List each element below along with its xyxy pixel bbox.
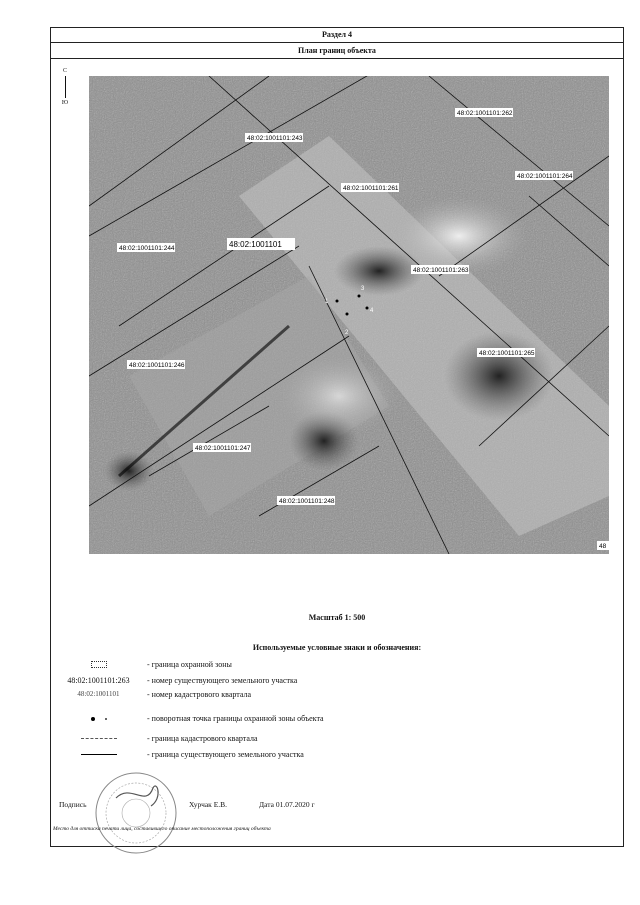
map-label: 48:02:1001101:248 — [279, 498, 335, 505]
map-label: 48:02:1001101:265 — [479, 350, 535, 357]
map-label: 48:02:1001101:263 — [413, 267, 469, 274]
quarter-boundary-line-icon — [51, 732, 146, 746]
point-dot-icon — [51, 712, 146, 726]
map-label: 48 — [599, 543, 607, 550]
parcel-boundary-line-icon — [51, 748, 146, 762]
light-area-1 — [389, 196, 529, 276]
satellite-map — [89, 76, 609, 554]
dark-tree — [104, 451, 154, 491]
north-label: С — [62, 68, 67, 74]
legend-row — [51, 732, 623, 746]
legend-row — [51, 748, 623, 762]
map-label: 48:02:1001101:246 — [129, 362, 185, 369]
signature-date: Дата 01.07.2020 г — [259, 800, 315, 809]
north-arrow — [59, 68, 71, 106]
map-scale: Масштаб 1: 500 — [308, 613, 366, 622]
compass-line-icon — [65, 76, 66, 98]
point-label: 2 — [345, 330, 349, 336]
map-label: 48:02:1001101 — [229, 240, 282, 249]
legend-desc: - граница кадастрового квартала — [147, 734, 258, 743]
legend-row — [51, 688, 623, 702]
legend-desc: - номер кадастрового квартала — [147, 690, 252, 699]
dark-building-2 — [444, 331, 554, 421]
legend-row — [51, 712, 623, 726]
legend-desc: - граница охранной зоны — [147, 660, 232, 669]
map-label: 48:02:1001101:244 — [119, 245, 175, 252]
legend-row — [51, 674, 623, 688]
stamp-seal-icon — [91, 768, 181, 858]
map-label: 48:02:1001101:262 — [457, 110, 513, 117]
map-label: 48:02:1001101:261 — [343, 185, 399, 192]
map-label: 48:02:1001101:243 — [247, 135, 303, 142]
point-label: 4 — [370, 308, 374, 314]
legend-symbol-text: 48:02:1001101 — [77, 690, 120, 698]
signer-name: Хурчак Е.В. — [189, 800, 228, 809]
legend-desc: - поворотная точка границы охранной зоны объекта — [147, 714, 324, 723]
map-svg — [89, 76, 609, 554]
stamp-note: Место для оттиска печати лица, составившего описание местоположения границ объекта — [53, 826, 271, 832]
south-label: Ю — [61, 100, 69, 106]
point-label: 3 — [361, 286, 365, 292]
dashed-box-icon — [51, 658, 146, 672]
section-header: Раздел 4 — [51, 28, 623, 43]
legend-row — [51, 658, 623, 672]
light-area-2 — [279, 356, 399, 436]
legend-title: Используемые условные знаки и обозначения: — [252, 643, 422, 652]
plan-title: План границ объекта — [51, 43, 623, 59]
legend-desc: - граница существующего земельного участка — [147, 750, 304, 759]
legend-symbol-text: 48:02:1001101:263 — [67, 676, 130, 685]
legend-desc: - номер существующего земельного участка — [147, 676, 298, 685]
map-label: 48:02:1001101:264 — [517, 173, 573, 180]
handwritten-signature-icon — [116, 786, 158, 806]
map-label: 48:02:1001101:247 — [195, 445, 251, 452]
document-frame — [50, 27, 624, 847]
signature-label: Подпись — [59, 800, 87, 809]
point-label: 1 — [325, 299, 329, 305]
